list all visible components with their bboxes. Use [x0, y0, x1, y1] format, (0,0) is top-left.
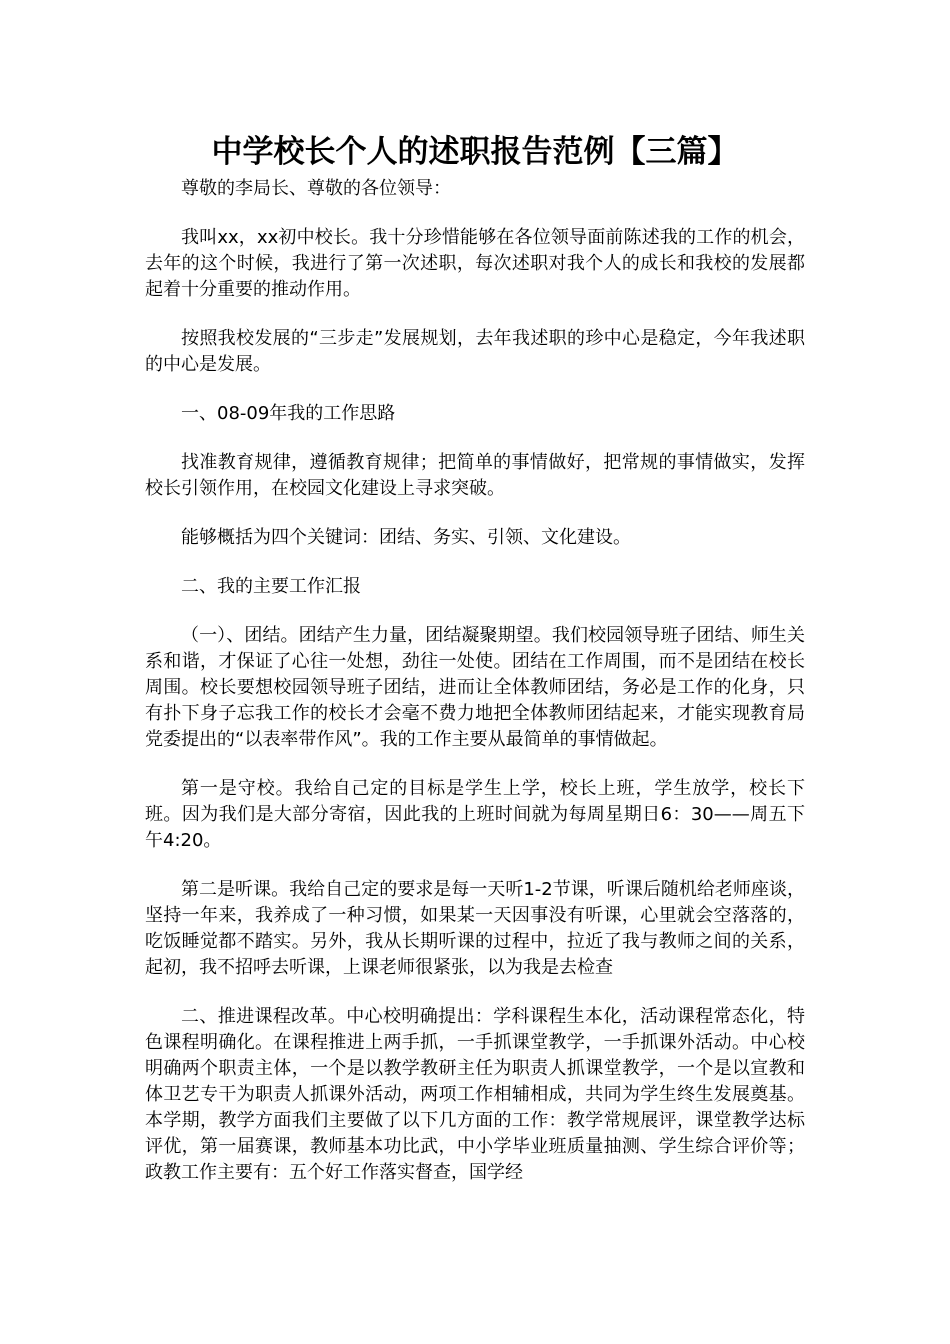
- paragraph-unity: （一）、团结。团结产生力量，团结凝聚期望。我们校园领导班子团结、师生关系和谐，才保证了心往一处想，劲往一处使。团结在工作周围，而不是团结在校长周围。校长要想校园领导班子团结，进而让全体教师团结，务必是工作的化身，只有扑下身子忘我工作的校长才会毫不费力地把全体教师团结起来，才能实现教育局党委提出的“以表率带作风”。我的工作主要从最简单的事情做起。: [145, 625, 805, 750]
- document-body: [145, 176, 805, 1209]
- section-heading-2: 二、我的主要工作汇报: [181, 576, 361, 597]
- section-heading-1: 一、08-09年我的工作思路: [181, 403, 396, 424]
- paragraph-curriculum-reform: 二、推进课程改革。中心校明确提出：学科课程生本化，活动课程常态化，特色课程明确化。在课程推进上两手抓，一手抓课堂教学，一手抓课外活动。中心校明确两个职责主体，一个是以教学教研主任为职责人抓课堂教学，一个是以宣教和体卫艺专干为职责人抓课外活动，两项工作相辅相成，共同为学生终生发展奠基。本学期，教学方面我们主要做了以下几方面的工作：教学常规展评，课堂教学达标评优，第一届赛课，教师基本功比武，中小学毕业班质量抽测、学生综合评价等；政教工作主要有：五个好工作落实督查，国学经: [145, 1006, 805, 1183]
- paragraph-attend-class: 第二是听课。我给自己定的要求是每一天听1-2节课，听课后随机给老师座谈，坚持一年来，我养成了一种习惯，如果某一天因事没有听课，心里就会空落落的，吃饭睡觉都不踏实。另外，我从长期听课的过程中，拉近了我与教师之间的关系，起初，我不招呼去听课，上课老师很紧张，以为我是去检查: [145, 879, 805, 978]
- paragraph-guard-school: 第一是守校。我给自己定的目标是学生上学，校长上班，学生放学，校长下班。因为我们是大部分寄宿，因此我的上班时间就为每周星期日6：30——周五下午4:20。: [145, 778, 805, 851]
- document-title: 中学校长个人的述职报告范例【三篇】: [211, 134, 739, 170]
- paragraph-intro: 我叫xx，xx初中校长。我十分珍惜能够在各位领导面前陈述我的工作的机会，去年的这个时候，我进行了第一次述职，每次述职对我个人的成长和我校的发展都起着十分重要的推动作用。: [145, 227, 805, 300]
- paragraph-keywords: 能够概括为四个关键词：团结、务实、引领、文化建设。: [181, 527, 631, 548]
- salutation: 尊敬的李局长、尊敬的各位领导：: [181, 178, 451, 199]
- paragraph-plan: 按照我校发展的“三步走”发展规划，去年我述职的珍中心是稳定，今年我述职的中心是发展。: [145, 328, 805, 375]
- paragraph-ideas: 找准教育规律，遵循教育规律；把简单的事情做好，把常规的事情做实，发挥校长引领作用，在校园文化建设上寻求突破。: [145, 452, 805, 499]
